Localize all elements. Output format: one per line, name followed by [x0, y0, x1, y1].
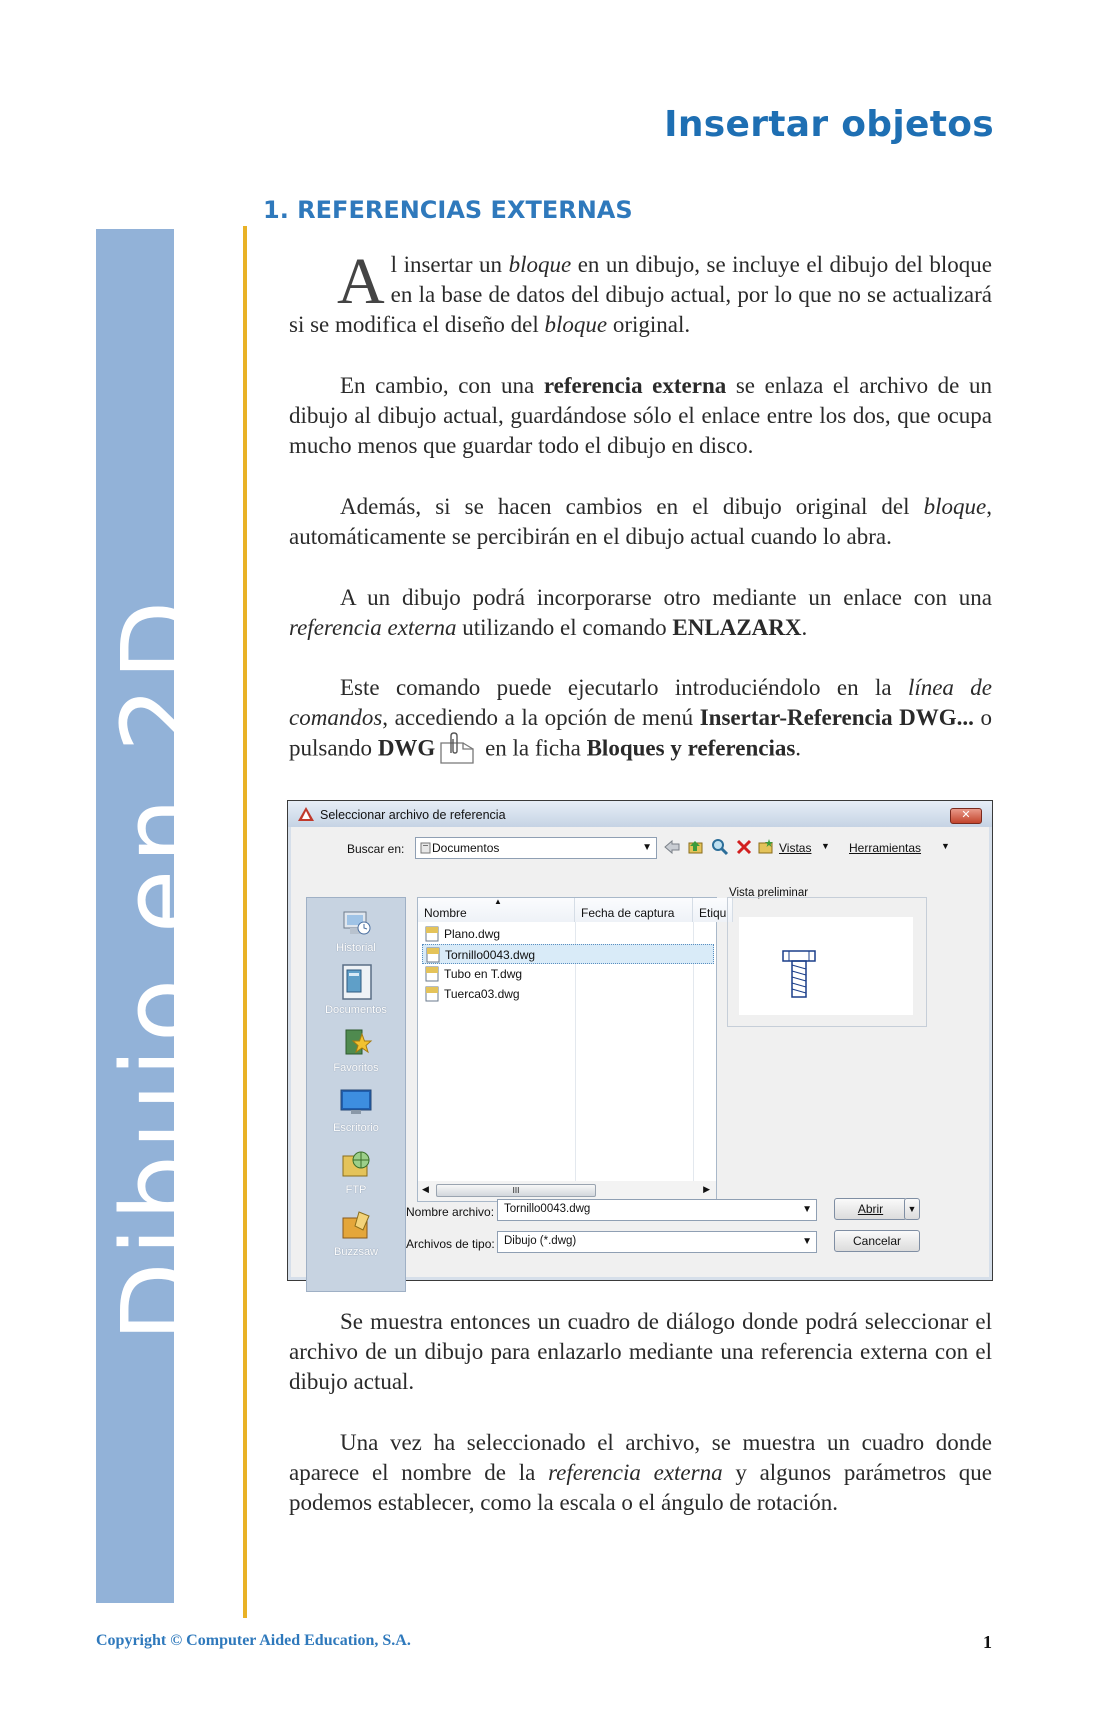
views-menu[interactable]: Vistas — [779, 841, 812, 855]
paragraph-3: Además, si se hacen cambios en el dibujo original del bloque, automáticamente se percibirán en el dibujo actual cuando lo abra. — [289, 494, 992, 549]
filetype-select[interactable]: Dibujo (*.dwg) ▼ — [497, 1231, 817, 1253]
place-historial[interactable]: Historial — [307, 906, 405, 954]
folder-icon — [420, 842, 432, 854]
preview-area — [739, 917, 913, 1015]
scroll-thumb[interactable]: III — [436, 1184, 596, 1197]
open-dropdown-button[interactable]: ▼ — [904, 1198, 920, 1220]
tools-menu[interactable]: Herramientas — [849, 841, 922, 855]
place-ftp[interactable]: FTP — [307, 1148, 405, 1196]
file-row[interactable]: Plano.dwg — [422, 924, 714, 944]
column-header-nombre[interactable]: Nombre ▲ — [418, 898, 575, 922]
open-button[interactable]: Abrir — [834, 1198, 907, 1220]
horizontal-scrollbar[interactable] — [418, 1181, 716, 1201]
section-heading: 1. REFERENCIAS EXTERNAS — [263, 196, 633, 224]
scroll-right-icon[interactable]: ▶ — [703, 1184, 710, 1194]
column-header-fecha[interactable]: Fecha de captura — [575, 898, 693, 922]
place-buzzsaw[interactable]: Buzzsaw — [307, 1210, 405, 1258]
file-row-selected[interactable]: Tornillo0043.dwg — [422, 944, 714, 964]
column-header-etiqu[interactable]: Etiqu — [693, 898, 733, 922]
chevron-down-icon: ▼ — [802, 1204, 812, 1215]
ftp-globe-icon — [339, 1148, 373, 1180]
copyright-footer: Copyright © Computer Aided Education, S.A. — [96, 1632, 411, 1649]
chevron-down-icon: ▼ — [802, 1236, 812, 1247]
chevron-down-icon: ▼ — [642, 842, 652, 853]
dwg-file-icon — [425, 986, 439, 1002]
file-row[interactable]: Tuerca03.dwg — [422, 984, 714, 1004]
select-reference-dialog — [287, 800, 993, 1281]
screw-drawing-preview — [781, 949, 817, 1001]
chevron-down-icon[interactable]: ▼ — [941, 841, 950, 851]
cancel-button[interactable]: Cancelar — [834, 1230, 920, 1252]
up-folder-icon[interactable] — [687, 838, 705, 856]
history-icon — [340, 906, 372, 938]
sort-ascending-icon: ▲ — [494, 897, 502, 906]
places-bar — [306, 897, 406, 1292]
dwg-file-icon — [425, 966, 439, 982]
page-title: Insertar objetos — [664, 104, 994, 145]
dialog-body — [291, 827, 989, 1277]
chevron-down-icon[interactable]: ▼ — [821, 841, 830, 851]
paragraph-1: Al insertar un bloque en un dibujo, se incluye el dibujo del bloque en la base de datos del dibujo actual, por lo que no se actualizará si se modifica el diseño del bloque original. — [289, 245, 992, 337]
lookin-label: Buscar en: — [347, 842, 405, 856]
place-documentos[interactable]: Documentos — [307, 964, 405, 1016]
filetype-label: Archivos de tipo: — [406, 1237, 495, 1251]
buzzsaw-folder-icon — [339, 1210, 373, 1242]
file-row[interactable]: Tubo en T.dwg — [422, 964, 714, 984]
dwg-attach-icon — [439, 731, 475, 765]
file-list — [417, 897, 727, 1202]
favorites-star-icon — [340, 1026, 372, 1058]
paragraph-7: Una vez ha seleccionado el archivo, se muestra un cuadro donde aparece el nombre de la referencia externa y algunos parámetros que podemos establecer, como la escala o el ángulo de rotación. — [289, 1430, 992, 1515]
paragraph-2: En cambio, con una referencia externa se enlaza el archivo de un dibujo al dibujo actual, guardándose sólo el enlace entre los dos, que ocupa mucho menos que guardar todo el dibujo en disco. — [289, 373, 992, 458]
delete-icon[interactable] — [735, 838, 753, 856]
desktop-icon — [339, 1088, 373, 1118]
scroll-left-icon[interactable]: ◀ — [422, 1184, 429, 1194]
sidebar-vertical-title: Dibujo en 2D — [99, 594, 221, 1342]
place-favoritos[interactable]: Favoritos — [307, 1026, 405, 1074]
dialog-title: Seleccionar archivo de referencia — [320, 808, 506, 822]
paragraph-4: A un dibujo podrá incorporarse otro mediante un enlace con una referencia externa utilizando el comando ENLAZARX. — [289, 585, 992, 640]
autocad-app-icon — [298, 807, 314, 821]
preview-label: Vista preliminar — [729, 887, 809, 899]
accent-vertical-line — [243, 226, 247, 1618]
search-web-icon[interactable] — [711, 838, 729, 856]
filename-input[interactable]: Tornillo0043.dwg ▼ — [497, 1199, 817, 1221]
dialog-close-button[interactable]: ✕ — [950, 808, 982, 824]
place-escritorio[interactable]: Escritorio — [307, 1088, 405, 1134]
back-arrow-icon[interactable] — [663, 839, 681, 855]
drop-cap: A — [337, 245, 385, 318]
dwg-file-icon — [426, 947, 440, 963]
dialog-titlebar — [288, 801, 992, 827]
paragraph-5: Este comando puede ejecutarlo introduciéndolo en la línea de comandos, accediendo a la opción de menú Insertar-Referencia DWG... o pulsando DWG en la ficha Bloques y referencias. — [289, 673, 992, 767]
dwg-file-icon — [425, 926, 439, 942]
documents-icon — [340, 964, 372, 1000]
lookin-combo[interactable]: Documentos ▼ — [415, 837, 657, 859]
new-folder-icon[interactable] — [757, 838, 775, 856]
page-number: 1 — [983, 1632, 992, 1652]
paragraph-6: Se muestra entonces un cuadro de diálogo donde podrá seleccionar el archivo de un dibujo para enlazarlo mediante una referencia externa con el dibujo actual. — [289, 1309, 992, 1394]
filename-label: Nombre archivo: — [406, 1205, 495, 1219]
